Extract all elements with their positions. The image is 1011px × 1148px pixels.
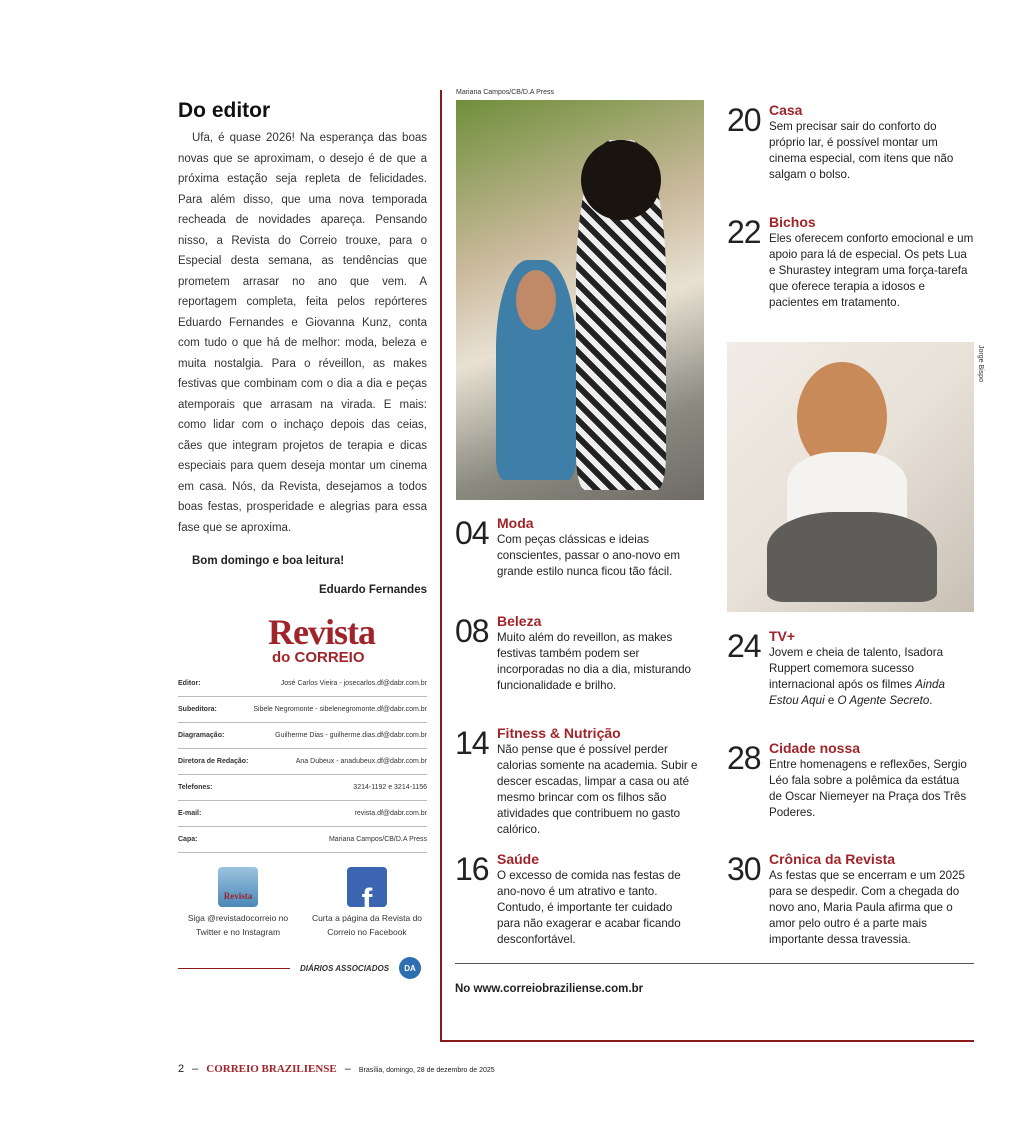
staff-table <box>178 671 427 853</box>
page-number: 08 <box>455 613 489 649</box>
contents-item-beleza[interactable] <box>455 613 725 694</box>
description-text: . <box>929 694 933 707</box>
staff-value: Sibele Negromonte - sibelenegromonte.df@dabr.com.br <box>253 706 427 713</box>
section-title: Cidade nossa <box>769 740 861 756</box>
diarios-associados <box>178 957 427 979</box>
staff-value: revista.df@dabr.com.br <box>354 810 427 817</box>
separator: – <box>192 1063 199 1075</box>
contents-item-bichos[interactable] <box>727 214 997 311</box>
revista-logo <box>268 614 378 665</box>
description-text: Jovem e cheia de talento, Isadora Ruppert comemora sucesso internacional após os filmes <box>769 646 944 691</box>
staff-row <box>178 801 427 827</box>
divider <box>178 968 290 969</box>
twitter-link[interactable] <box>178 867 298 939</box>
staff-value: Guilherme Dias - guilherme.dias.df@dabr.com.br <box>275 732 427 739</box>
editorial-closing: Bom domingo e boa leitura! <box>192 555 345 567</box>
staff-value: 3214-1192 e 3214-1156 <box>353 784 427 791</box>
section-title: Saúde <box>497 851 540 867</box>
contents-item-cronica[interactable] <box>727 851 997 948</box>
staff-row <box>178 749 427 775</box>
contents-item-moda[interactable] <box>455 515 725 580</box>
contents-item-tv[interactable] <box>727 628 997 709</box>
facebook-icon[interactable]: f <box>347 867 387 907</box>
section-title: Beleza <box>497 613 542 629</box>
contents-item-saude[interactable] <box>455 851 725 948</box>
facebook-text: Curta a página da Revista do Correio no Facebook <box>311 913 423 937</box>
staff-role: Diagramação: <box>178 732 225 739</box>
page-number: 2 <box>178 1063 185 1075</box>
website-link[interactable]: No www.correiobraziliense.com.br <box>455 983 644 995</box>
section-description: Eles oferecem conforto emocional e um apoio para lá de especial. Os pets Lua e Shurastey integram uma força-tarefa que oferece terapia a idosos e pacientes em tratamento. <box>769 232 974 309</box>
staff-row <box>178 775 427 801</box>
divider <box>455 963 974 964</box>
logo-line1: Revista <box>268 612 375 652</box>
staff-value: José Carlos Vieira - josecarlos.df@dabr.com.br <box>280 680 427 687</box>
section-title: Bichos <box>769 214 816 230</box>
staff-role: E-mail: <box>178 810 202 817</box>
newspaper-brand: CORREIO BRAZILIENSE <box>206 1063 337 1075</box>
section-title: Fitness & Nutrição <box>497 725 621 741</box>
section-title: Crônica da Revista <box>769 851 896 867</box>
page-number: 20 <box>727 102 761 138</box>
film-title: Ainda Estou Aqui <box>769 678 945 707</box>
twitter-revista-icon[interactable]: Revista <box>218 867 258 907</box>
red-rule-vertical <box>440 90 442 1041</box>
section-description: Muito além do reveillon, as makes festivas também podem ser incorporadas no dia a dia, misturando funcionalidade e brilho. <box>497 631 691 692</box>
staff-value: Ana Dubeux - anadubeux.df@dabr.com.br <box>295 758 427 765</box>
logo-line2: do CORREIO <box>272 649 365 666</box>
separator: – <box>344 1063 351 1075</box>
description-text: e <box>824 694 838 707</box>
staff-role: Capa: <box>178 836 198 843</box>
section-description: O excesso de comida nas festas de ano-novo é um atrativo e tanto. Contudo, é importante ter cuidado para não exagerar e acabar ficando desconfortável. <box>497 869 681 946</box>
diarios-associados-logo-icon: DA <box>399 957 421 979</box>
page-number: 30 <box>727 851 761 887</box>
staff-role: Diretora de Redação: <box>178 758 249 765</box>
section-description: As festas que se encerram e um 2025 para se despedir. Com a chegada do novo ano, Maria Paula afirma que o amor pelo outro é a parte mais importante dessa travessia. <box>769 869 965 946</box>
section-description <box>769 645 975 709</box>
staff-row <box>178 827 427 853</box>
contents-item-casa[interactable] <box>727 102 997 183</box>
issue-date: Brasília, domingo, 28 de dezembro de 2025 <box>358 1067 495 1074</box>
editorial-heading: Do editor <box>178 99 271 122</box>
photo-credit: Jorge Bispo <box>977 345 984 382</box>
contents-item-fitness[interactable] <box>455 725 725 838</box>
red-rule-horizontal <box>440 1040 974 1042</box>
section-description: Sem precisar sair do conforto do próprio lar, é possível montar um cinema especial, com itens que não salgam o bolso. <box>769 120 954 181</box>
staff-row <box>178 671 427 697</box>
section-title: TV+ <box>769 628 796 644</box>
page-number: 22 <box>727 214 761 250</box>
page-footer <box>178 1063 495 1075</box>
left-column <box>178 98 427 979</box>
section-description: Não pense que é possível perder calorias somente na academia. Subir e descer escadas, limpar a casa ou até mesmo brincar com os filhos são atividades que contribuem no gasto calórico. <box>497 743 698 836</box>
photo-isadora <box>727 342 974 612</box>
staff-row <box>178 723 427 749</box>
facebook-link[interactable] <box>307 867 427 939</box>
editorial-body: Ufa, é quase 2026! Na esperança das boas novas que se aproximam, o desejo é de que a próxima estação seja repleta de felicidades. Para além disso, que uma nova temporada recheada de novidades apareça. Pensando nisso, a Revista do Correio trouxe, para o Especial desta semana, as tendências que prometem arrasar no ano que vem. A reportagem completa, feita pelos repórteres Eduardo Fernandes e Giovanna Kunz, conta com tudo o que há de melhor: moda, beleza e muita nostalgia. Para o réveillon, as makes festivas que combinam com o dia a dia e peças atemporais que arrasam na virada. E mais: como lidar com o inchaço depois das ceias, cães que integram projetos de terapia e dicas especiais para quem deseja montar um cinema em casa. Nós, da Revista, desejamos a todos boas festas, prosperidade e alegrias para essa fase que se aproxima. <box>178 132 427 534</box>
staff-value: Mariana Campos/CB/D.A Press <box>328 836 427 843</box>
page-number: 04 <box>455 515 489 551</box>
page-number: 16 <box>455 851 489 887</box>
cover-photo-couple <box>456 100 704 500</box>
diarios-associados-label: DIÁRIOS ASSOCIADOS <box>300 963 390 973</box>
editorial-signature: Eduardo Fernandes <box>319 584 427 596</box>
contents-item-cidade[interactable] <box>727 740 997 821</box>
section-title: Moda <box>497 515 534 531</box>
page-number: 24 <box>727 628 761 664</box>
staff-row <box>178 697 427 723</box>
film-title: O Agente Secreto <box>837 694 930 707</box>
staff-role: Subeditora: <box>178 706 217 713</box>
photo-credit: Mariana Campos/CB/D.A Press <box>456 89 555 96</box>
social-links <box>178 867 427 939</box>
page-number: 28 <box>727 740 761 776</box>
page-number: 14 <box>455 725 489 761</box>
twitter-text: Siga @revistadocorreio no Twitter e no Instagram <box>187 913 289 937</box>
section-description: Entre homenagens e reflexões, Sergio Léo fala sobre a polêmica da estátua de Oscar Niemeyer na Praça dos Três Poderes. <box>769 758 967 819</box>
section-title: Casa <box>769 102 803 118</box>
staff-role: Editor: <box>178 680 201 687</box>
staff-role: Telefones: <box>178 784 213 791</box>
section-description: Com peças clássicas e ideias conscientes, passar o ano-novo em grande estilo nunca ficou tão fácil. <box>497 533 681 578</box>
